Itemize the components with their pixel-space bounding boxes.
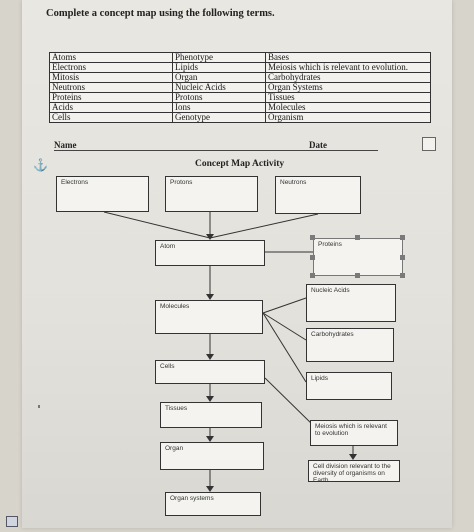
table-cell: Ions: [173, 103, 266, 113]
proteins-box[interactable]: Proteins: [313, 238, 403, 276]
resize-handle[interactable]: [400, 255, 405, 260]
anchor-icon[interactable]: ⚓: [33, 158, 48, 172]
table-cell: Proteins: [50, 93, 173, 103]
tissues-box[interactable]: Tissues: [160, 402, 262, 428]
table-cell: Electrons: [50, 63, 173, 73]
electrons-box[interactable]: Electrons: [56, 176, 149, 212]
table-cell: Protons: [173, 93, 266, 103]
table-cell: Molecules: [266, 103, 431, 113]
nucleic-acids-box[interactable]: Nucleic Acids: [306, 284, 396, 322]
table-cell: Cells: [50, 113, 173, 123]
cells-box[interactable]: Cells: [155, 360, 265, 384]
table-cell: Bases: [266, 53, 431, 63]
resize-handle[interactable]: [400, 235, 405, 240]
organ-box[interactable]: Organ: [160, 442, 264, 470]
table-cell: Meiosis which is relevant to evolution.: [266, 63, 431, 73]
neutrons-box[interactable]: Neutrons: [275, 176, 361, 214]
concept-map-title: Concept Map Activity: [195, 159, 285, 169]
date-field[interactable]: Date: [258, 140, 378, 151]
table-cell: Tissues: [266, 93, 431, 103]
resize-handle[interactable]: [355, 273, 360, 278]
name-field[interactable]: Name: [54, 140, 304, 151]
table-cell: Carbohydrates: [266, 73, 431, 83]
atom-box[interactable]: Atom: [155, 240, 265, 266]
table-cell: Nucleic Acids: [173, 83, 266, 93]
resize-handle[interactable]: [310, 273, 315, 278]
table-cell: Organism: [266, 113, 431, 123]
table-cell: Phenotype: [173, 53, 266, 63]
table-cell: Neutrons: [50, 83, 173, 93]
lipids-box[interactable]: Lipids: [306, 372, 392, 400]
margin-mark: [38, 405, 40, 408]
table-cell: Acids: [50, 103, 173, 113]
resize-handle[interactable]: [355, 235, 360, 240]
table-cell: Atoms: [50, 53, 173, 63]
table-cell: Lipids: [173, 63, 266, 73]
cell-division-box[interactable]: Cell division relevant to the diversity of organisms on Earth.: [308, 460, 400, 482]
resize-handle[interactable]: [310, 255, 315, 260]
meiosis-box[interactable]: Meiosis which is relevant to evolution: [310, 420, 398, 446]
resize-handle[interactable]: [310, 235, 315, 240]
instruction-text: Complete a concept map using the following terms.: [46, 8, 275, 19]
organ-systems-box[interactable]: Organ systems: [165, 492, 261, 516]
molecules-box[interactable]: Molecules: [155, 300, 263, 334]
page-icon: [6, 516, 18, 527]
table-cell: Organ Systems: [266, 83, 431, 93]
resize-handle[interactable]: [400, 273, 405, 278]
table-cell: Genotype: [173, 113, 266, 123]
protons-box[interactable]: Protons: [165, 176, 258, 212]
table-cell: Organ: [173, 73, 266, 83]
table-cell: Mitosis: [50, 73, 173, 83]
carbohydrates-box[interactable]: Carbohydrates: [306, 328, 394, 362]
